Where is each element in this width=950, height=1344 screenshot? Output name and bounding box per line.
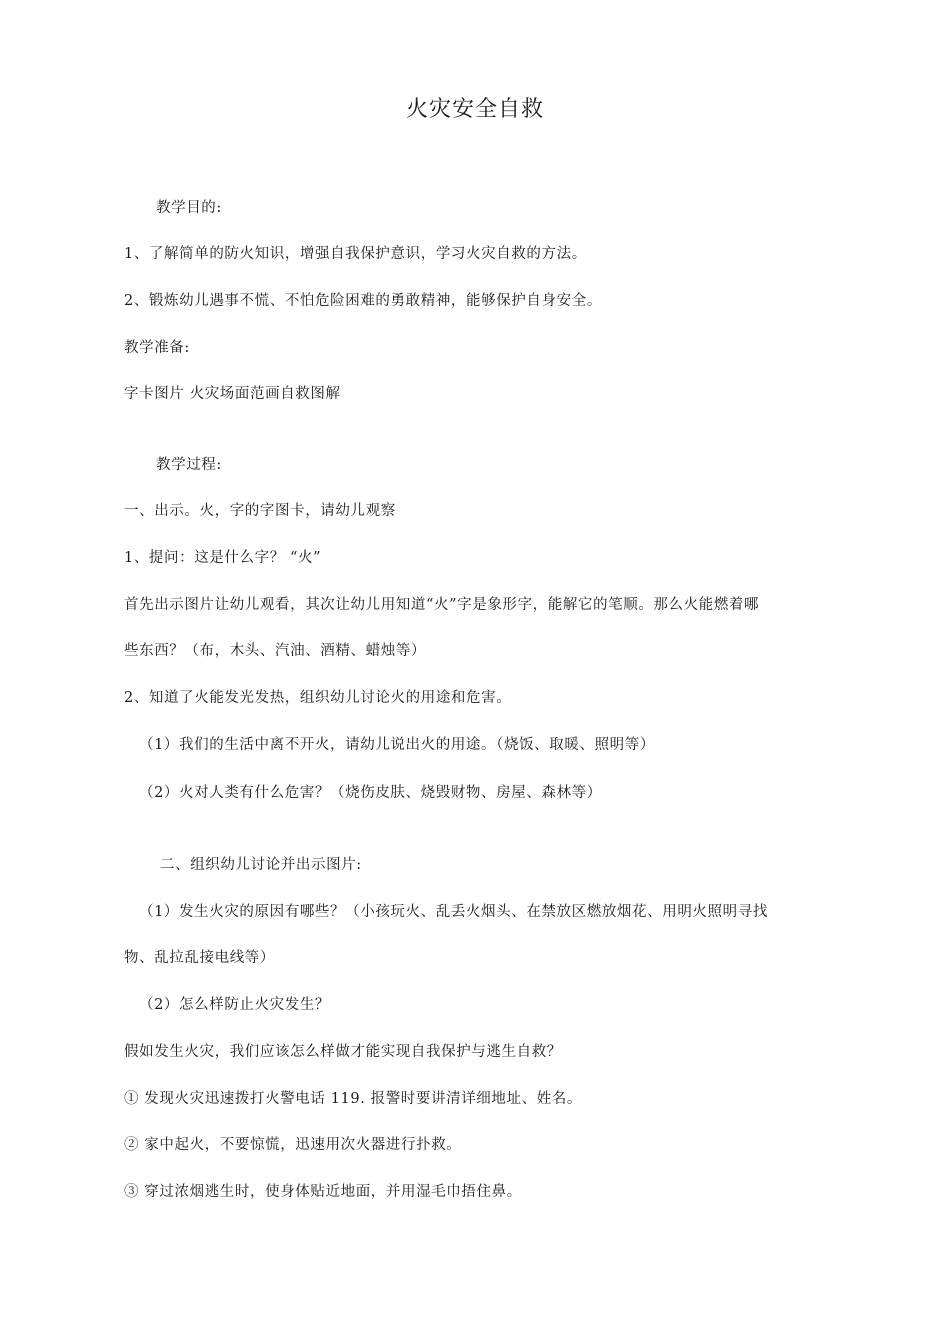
paragraph-line: （1）我们的生活中离不开火，请幼儿说出火的用途。（烧饭、取暖、照明等）: [139, 737, 655, 753]
list-item: ② 家中起火，不要惊慌，迅速用次火器进行扑救。: [124, 1137, 462, 1153]
paragraph-line: （1）发生火灾的原因有哪些？（小孩玩火、乱丢火烟头、在禁放区燃放烟花、用明火照明寻找: [139, 904, 768, 920]
paragraph-line: 首先出示图片让幼儿观看，其次让幼儿用知道“火”字是象形字，能解它的笔顺。那么火能燃着哪: [124, 597, 760, 613]
paragraph-line: 2、锻炼幼儿遇事不慌、不怕危险困难的勇敢精神，能够保护自身安全。: [124, 293, 602, 309]
paragraph-line: （2）怎么样防止火灾发生？: [139, 997, 331, 1013]
paragraph-line: 物、乱拉乱接电线等）: [124, 950, 275, 966]
paragraph-line: （2）火对人类有什么危害？（烧伤皮肤、烧毁财物、房屋、森林等）: [139, 785, 602, 801]
list-item: ③ 穿过浓烟逃生时，使身体贴近地面，并用湿毛巾捂住鼻。: [124, 1184, 522, 1200]
section-heading-discussion: 二、组织幼儿讨论并出示图片:: [160, 857, 362, 873]
section-heading-teaching-process: 教学过程:: [156, 457, 222, 473]
document-title: 火灾安全自救: [405, 97, 544, 122]
paragraph-line: 一、出示。火，字的字图卡，请幼儿观察: [124, 503, 396, 519]
paragraph-line: 假如发生火灾，我们应该怎么样做才能实现自我保护与逃生自救？: [124, 1044, 562, 1060]
paragraph-line: 1、了解简单的防火知识，增强自我保护意识，学习火灾自救的方法。: [124, 246, 587, 262]
section-heading-teaching-prep: 教学准备:: [124, 340, 190, 356]
paragraph-line: 字卡图片 火灾场面范画自救图解: [124, 386, 341, 402]
section-heading-teaching-goals: 教学目的:: [156, 200, 222, 216]
paragraph-line: 2、知道了火能发光发热，组织幼儿讨论火的用途和危害。: [124, 690, 512, 706]
list-item: ① 发现火灾迅速拨打火警电话 119. 报警时要讲清详细地址、姓名。: [124, 1091, 583, 1107]
paragraph-line: 1、提问：这是什么字？ “火”: [124, 550, 322, 566]
paragraph-line: 些东西？（布，木头、汽油、酒精、蜡烛等）: [124, 643, 426, 659]
